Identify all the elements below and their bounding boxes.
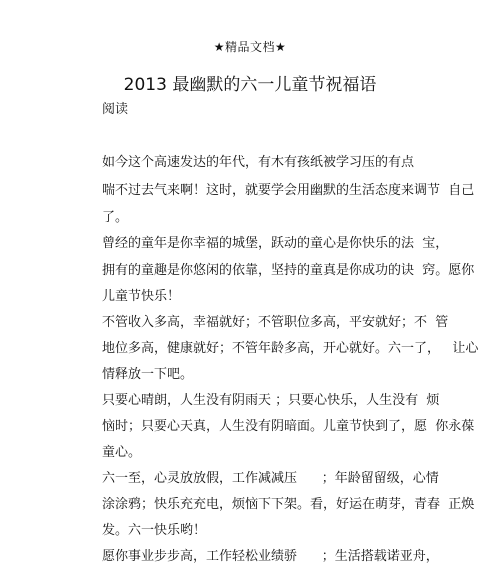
text-line: 地位多高，健康就好；不管年龄多高，开心就好。六一了， 让心 <box>102 341 479 356</box>
text-line: 了。 <box>102 210 129 225</box>
text-line: 不管收入多高，幸福就好；不管职位多高，平安就好；不 管 <box>102 315 449 330</box>
text-line: 儿童节快乐！ <box>102 289 181 304</box>
text-line: 童心。 <box>102 445 142 460</box>
text-line: 如今这个高速发达的年代，有木有孩纸被学习压的有点 <box>102 155 415 170</box>
text-line: 发。六一快乐哟！ <box>102 523 207 538</box>
text-line: 喘不过去气来啊！这时，就要学会用幽默的生活态度来调节 自己 <box>102 183 475 198</box>
text-line: 拥有的童趣是你悠闲的依靠，坚持的童真是你成功的诀 窍。愿你 <box>102 263 475 278</box>
premium-doc-badge: ★精品文档★ <box>213 40 287 54</box>
text-line: 情释放一下吧。 <box>102 367 194 382</box>
text-line: 曾经的童年是你幸福的城堡，跃动的童心是你快乐的法 宝， <box>102 236 449 251</box>
text-line: 恼时；只要心天真，人生没有阴暗面。儿童节快到了，愿 你永葆 <box>102 419 475 434</box>
text-line: 愿你事业步步高，工作轻松业绩骄 ；生活搭载诺亚舟， <box>102 549 439 564</box>
text-line: 六一至，心灵放放假，工作减减压 ；年龄留留级，心情 <box>102 471 439 486</box>
document-title: 2013 最幽默的六一儿童节祝福语 <box>123 75 377 95</box>
text-line: 涂涂鸦；快乐充充电，烦恼下下架。看，好运在萌芽，青春 正焕 <box>102 497 475 512</box>
document-subtitle: 阅读 <box>102 102 129 117</box>
text-line: 只要心晴朗，人生没有阴雨天 ；只要心快乐，人生没有 烦 <box>102 393 440 408</box>
